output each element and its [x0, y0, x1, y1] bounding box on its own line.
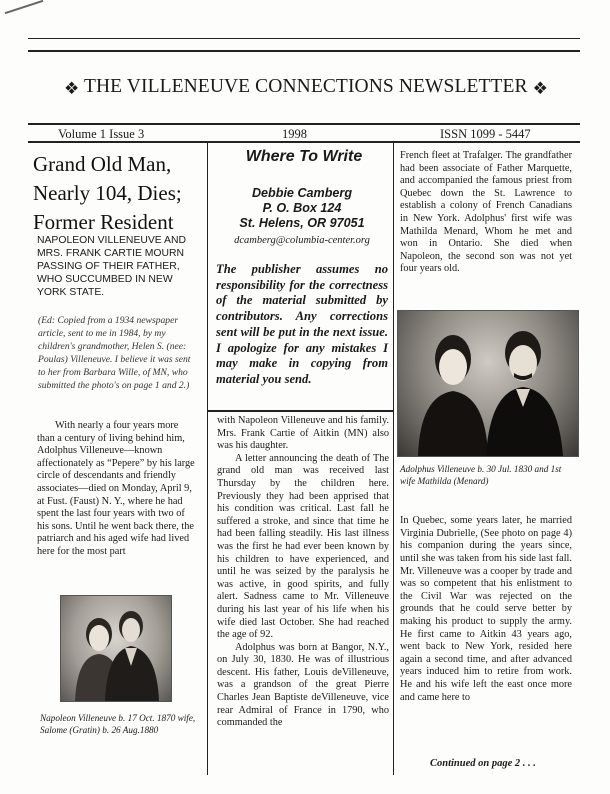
newsletter-title: THE VILLENEUVE CONNECTIONS NEWSLETTER: [83, 76, 528, 97]
where-to-write-title: Where To Write: [245, 148, 363, 165]
article-body-col1: With nearly a four years more than a century of living behind him, Adolphus Villeneuve—known affectionately as “Pepere” by his large circle of descendants and friendly associates—died on Monday, April 9, at Fust. (Faust) N. Y., where he had spent the last four years with two of his sons. Until he went back there, the patriarch and his aged wife had lived here for the most part: [37, 420, 195, 557]
continued-link[interactable]: Continued on page 2 . . .: [430, 758, 536, 769]
issue-rule-bottom: [28, 141, 580, 143]
column-divider-right: [393, 143, 394, 775]
where-to-write-rule: [208, 410, 393, 412]
publisher-email[interactable]: dcamberg@columbia-center.org: [234, 235, 370, 246]
editor-note: (Ed: Copied from a 1934 newspaper article, sent to me in 1984, by my children's grandmother, Helen S. (nee: Poulas) Villeneuve. I believe it was sent to her from Barbara Wille, of MN, who submitted the photo's on page 1 and 2.): [38, 315, 191, 391]
article-body-col2: [217, 415, 389, 730]
col2-paragraph-2: A letter announcing the death of The grand old man was received last Thursday by the children here. Previously they had been apprised that his condition was critical. Last fall he suffered a stroke, and since that time he had been falling steadily. His last illness was the first he had ever been known by his children to have experienced, and until he was seized by the paralysis he was active, in good spirits, and fully alert. Sadness came to Mr. Villeneuve during his last year of his life when his wife died last October. She had reached the age of 92.: [217, 452, 389, 641]
ornament-left-icon: ❖: [64, 79, 80, 98]
caption-photo-1: Napoleon Villeneuve b. 17 Oct. 1870 wife, Salome (Gratin) b. 26 Aug.1880: [40, 713, 196, 735]
publisher-address: [212, 186, 392, 231]
masthead: [32, 76, 580, 98]
col2-paragraph-3: Adolphus was born at Bangor, N.Y., on July 30, 1830. He was of illustrious descent. His father, Louis deVilleneuve, was a grandson of the great Pierre Charles Jean Baptiste deVilleneuve, vice rear Admiral of France in 1790, who commanded the: [217, 641, 389, 729]
issue-year: 1998: [282, 127, 307, 141]
publisher-po-box: P. O. Box 124: [262, 201, 342, 215]
issue-rule-top: [28, 123, 580, 125]
issue-issn: ISSN 1099 - 5447: [440, 127, 531, 141]
col3-paragraph-1: French fleet at Trafalger. The grandfather had been associate of Father Marquette, and accompanied the famous priest from Quebec down the St. Lawrence to establish a colony of French Canadians in New York. Adolphus' first wife was Mathilda Menard, Whom he met and won in Ontario. She died when Napoleon, the second son was not yet four years old.: [400, 150, 572, 275]
article-body-col3-top: [400, 150, 572, 276]
publisher-city: St. Helens, OR 97051: [239, 216, 365, 230]
ornament-right-icon: ❖: [532, 79, 548, 98]
article-body-col3-bottom: [400, 505, 572, 715]
top-rule-thin: [28, 38, 580, 39]
issue-volume: Volume 1 Issue 3: [58, 127, 145, 141]
col3-paragraph-2: In Quebec, some years later, he married Virginia Dubrielle, (See photo on page 4) his companion during the years since, until she was taken from his side last fall. Mr. Villeneuve was a cooper by trade and was so competent that his enlistment to the Civil War was rejected on the grounds that he could serve better by making his product to supply the army. He first came to Aitkin 43 years ago, went back to New York, resided here again a second time, and after advanced years induced him to retire from work. He and his wife left the east once more and came here to: [400, 515, 572, 703]
article-headline: Grand Old Man, Nearly 104, Dies; Former Resident: [33, 152, 182, 234]
publisher-disclaimer: The publisher assumes no responsibility for the correctness of the material submitted by contributors. Any corrections sent will be put in the next issue. I apologize for any mistakes I may make in copying from material you send.: [216, 262, 388, 386]
pen-mark: [5, 0, 44, 14]
photo-adolphus-mathilda: [397, 310, 579, 457]
top-rule-thick: [28, 50, 580, 52]
caption-photo-2: Adolphus Villeneuve b. 30 Jul. 1830 and 1st wife Mathilda (Menard): [400, 464, 562, 486]
col2-paragraph-1: with Napoleon Villeneuve and his family. Mrs. Frank Cartie of Aitkin (MN) also was his daughter.: [217, 415, 389, 452]
publisher-name: Debbie Camberg: [251, 186, 353, 200]
photo-napoleon-salome: [60, 595, 172, 702]
column-divider-left: [207, 143, 208, 775]
article-subhead: NAPOLEON VILLENEUVE AND MRS. FRANK CARTIE MOURN PASSING OF THEIR FATHER, WHO SUCCUMBED IN NEW YORK STATE.: [37, 235, 186, 298]
